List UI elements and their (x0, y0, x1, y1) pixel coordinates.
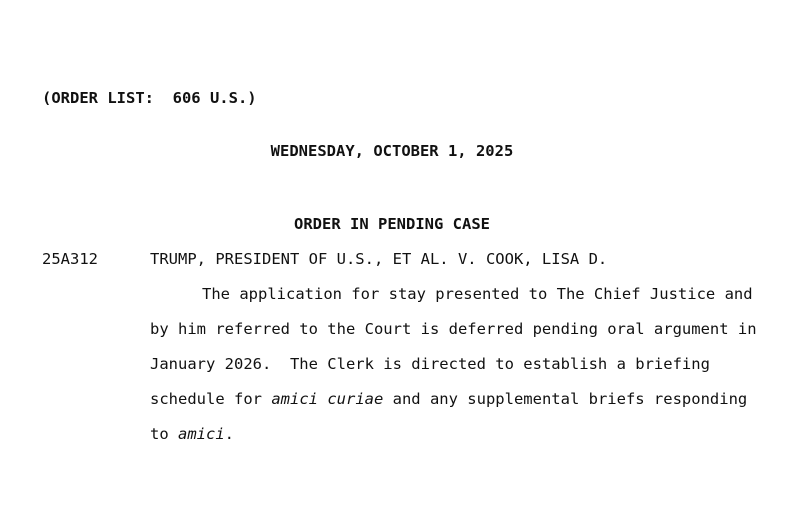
order-text-line-1: The application for stay presented to The Chief Justice and (202, 285, 753, 303)
order-text-line-4-post: and any supplemental briefs responding (383, 390, 748, 408)
amici-curiae-italic: amici curiae (271, 390, 384, 408)
case-title: TRUMP, PRESIDENT OF U.S., ET AL. V. COOK, LISA D. (150, 250, 608, 268)
section-heading: ORDER IN PENDING CASE (294, 215, 490, 233)
order-text-line-5 (150, 425, 234, 443)
docket-number: 25A312 (42, 250, 98, 268)
order-text-line-5-pre: to (150, 425, 178, 443)
order-text-line-4-pre: schedule for (150, 390, 272, 408)
order-text-line-5-post: . (224, 425, 235, 443)
order-list-header: (ORDER LIST: 606 U.S.) (42, 89, 257, 107)
order-text-line-2: by him referred to the Court is deferred pending oral argument in (150, 320, 757, 338)
amici-italic: amici (178, 425, 225, 443)
order-text-line-3: January 2026. The Clerk is directed to establish a briefing (150, 355, 710, 373)
order-date: WEDNESDAY, OCTOBER 1, 2025 (270, 142, 514, 160)
order-text-line-4 (150, 390, 747, 408)
